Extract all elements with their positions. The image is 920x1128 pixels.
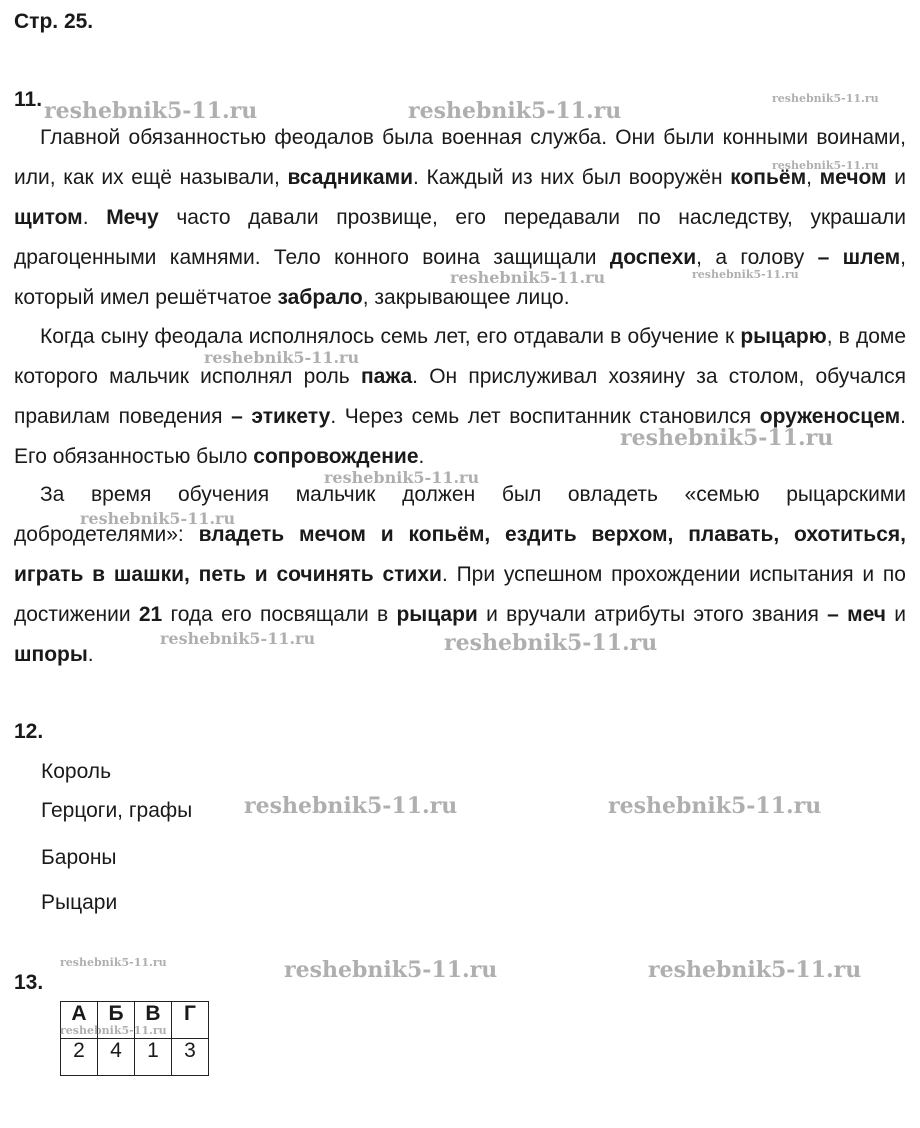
watermark: reshebnik5-11.ru bbox=[648, 957, 862, 983]
hierarchy-level-barons: Бароны bbox=[41, 846, 117, 869]
answer-header-a: А bbox=[61, 1002, 98, 1039]
watermark: reshebnik5-11.ru bbox=[204, 348, 360, 367]
answer-value-g: 3 bbox=[172, 1039, 209, 1076]
answer-value-b: 4 bbox=[98, 1039, 135, 1076]
watermark: reshebnik5-11.ru bbox=[284, 957, 498, 983]
watermark: reshebnik5-11.ru bbox=[620, 425, 834, 451]
watermark: reshebnik5-11.ru bbox=[408, 98, 622, 124]
task-11-number: 11. bbox=[14, 88, 43, 111]
task-11-paragraph-2: Когда сыну феодала исполнялось семь лет, его отдавали в обучение к рыцарю, в доме которого мальчик исполнял роль пажа. Он прислуживал хозяину за столом, обучался правилам поведения – этикету. Через семь лет воспитанник становился оруженосцем. Его обязанностью было сопровождение. bbox=[14, 325, 907, 468]
watermark: reshebnik5-11.ru bbox=[160, 629, 316, 648]
watermark: reshebnik5-11.ru bbox=[80, 509, 236, 528]
watermark: reshebnik5-11.ru bbox=[44, 98, 258, 124]
hierarchy-level-dukes-counts: Герцоги, графы bbox=[41, 799, 193, 822]
watermark: reshebnik5-11.ru bbox=[772, 159, 879, 172]
watermark: reshebnik5-11.ru bbox=[608, 793, 822, 819]
page-title: Стр. 25. bbox=[14, 10, 94, 33]
watermark: reshebnik5-11.ru bbox=[444, 630, 658, 656]
watermark: reshebnik5-11.ru bbox=[324, 468, 480, 487]
answer-table-value-row bbox=[61, 1039, 209, 1076]
answer-value-a: 2 bbox=[61, 1039, 98, 1076]
watermark: reshebnik5-11.ru bbox=[450, 268, 606, 287]
answer-value-v: 1 bbox=[135, 1039, 172, 1076]
watermark: reshebnik5-11.ru bbox=[692, 268, 799, 281]
watermark: reshebnik5-11.ru bbox=[772, 92, 879, 105]
hierarchy-level-knights: Рыцари bbox=[41, 891, 118, 914]
answer-header-g: Г bbox=[172, 1002, 209, 1039]
task-13-number: 13. bbox=[14, 971, 44, 994]
task-11-paragraph-3: За время обучения мальчик должен был овладеть «семью рыцарскими добродетелями»: владеть мечом и копьём, ездить верхом, плавать, охотиться, играть в шашки, петь и сочинять стихи. При успешном прохождении испытания и по достижении 21 года его посвящали в рыцари и вручали атрибуты этого звания – меч и шпоры. bbox=[14, 483, 906, 666]
answer-table bbox=[60, 1001, 209, 1076]
task-11-paragraph-1: Главной обязанностью феодалов была военная служба. Они были конными воинами, или, как их ещё называли, всадниками. Каждый из них был вооружён копьём, мечом и щитом. Мечу часто давали прозвище, его передавали по наследству, украшали драгоценными камнями. Тело конного воина защищали доспехи, а голову – шлем, который имел решётчатое забрало, закрывающее лицо. bbox=[14, 126, 906, 309]
task-12-number: 12. bbox=[14, 720, 44, 743]
hierarchy-level-king: Король bbox=[41, 760, 112, 783]
watermark: reshebnik5-11.ru bbox=[244, 793, 458, 819]
watermark: reshebnik5-11.ru bbox=[60, 956, 167, 969]
watermark: reshebnik5-11.ru bbox=[60, 1024, 167, 1037]
answer-header-v: В bbox=[135, 1002, 172, 1039]
answer-header-b: Б bbox=[98, 1002, 135, 1039]
